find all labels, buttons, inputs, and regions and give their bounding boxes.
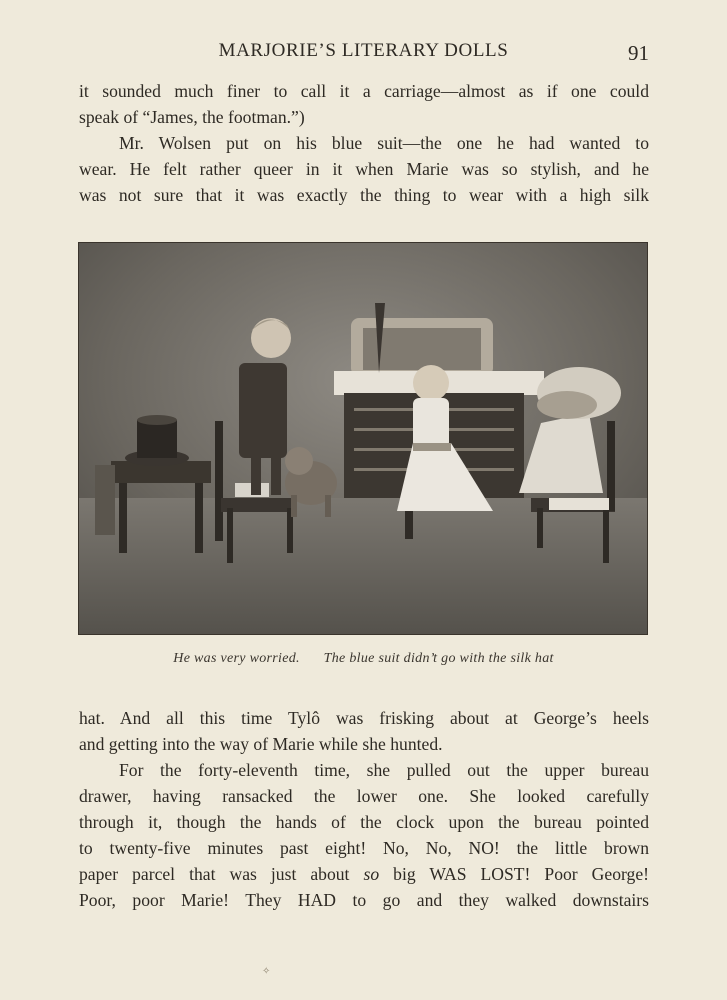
caption-part1: He was very worried.: [173, 651, 300, 666]
caption-part2: The blue suit didn’t go with the silk hat: [323, 651, 554, 666]
text-line: to twenty-five minutes past eight! No, No, NO! the little brown: [79, 838, 649, 858]
text-line: speak of “James, the footman.”): [79, 107, 305, 127]
text-line-part: big WAS LOST! Poor George!: [379, 864, 650, 884]
text-line: Mr. Wolsen put on his blue suit—the one he had wanted to: [119, 133, 649, 153]
top-paragraphs: [79, 78, 649, 208]
running-head: [0, 40, 727, 68]
page-blemish: ✧: [262, 966, 271, 977]
plate-caption: [0, 651, 727, 667]
text-line: through it, though the hands of the clock upon the bureau pointed: [79, 812, 649, 832]
photograph-plate: [78, 242, 648, 635]
text-line: For the forty-eleventh time, she pulled out the upper bureau: [119, 760, 649, 780]
italic-so: so: [363, 864, 380, 884]
text-line: and getting into the way of Marie while she hunted.: [79, 734, 443, 754]
text-line: drawer, having ransacked the lower one. She looked carefully: [79, 786, 649, 806]
text-line: was not sure that it was exactly the thing to wear with a high silk: [79, 185, 649, 205]
running-title: MARJORIE’S LITERARY DOLLS: [218, 40, 509, 61]
text-line-part: paper parcel that was just about: [79, 864, 364, 884]
text-line: hat. And all this time Tylô was frisking about at George’s heels: [79, 708, 649, 728]
text-line-with-italic: [79, 861, 649, 887]
page-number: 91: [628, 41, 649, 65]
text-line: Poor, poor Marie! They HAD to go and they walked downstairs: [79, 890, 649, 910]
text-line: wear. He felt rather queer in it when Marie was so stylish, and he: [79, 159, 649, 179]
bottom-paragraphs: [79, 705, 649, 913]
text-line: it sounded much finer to call it a carriage—almost as if one could: [79, 81, 649, 101]
doll-scene-illustration: [79, 243, 647, 634]
